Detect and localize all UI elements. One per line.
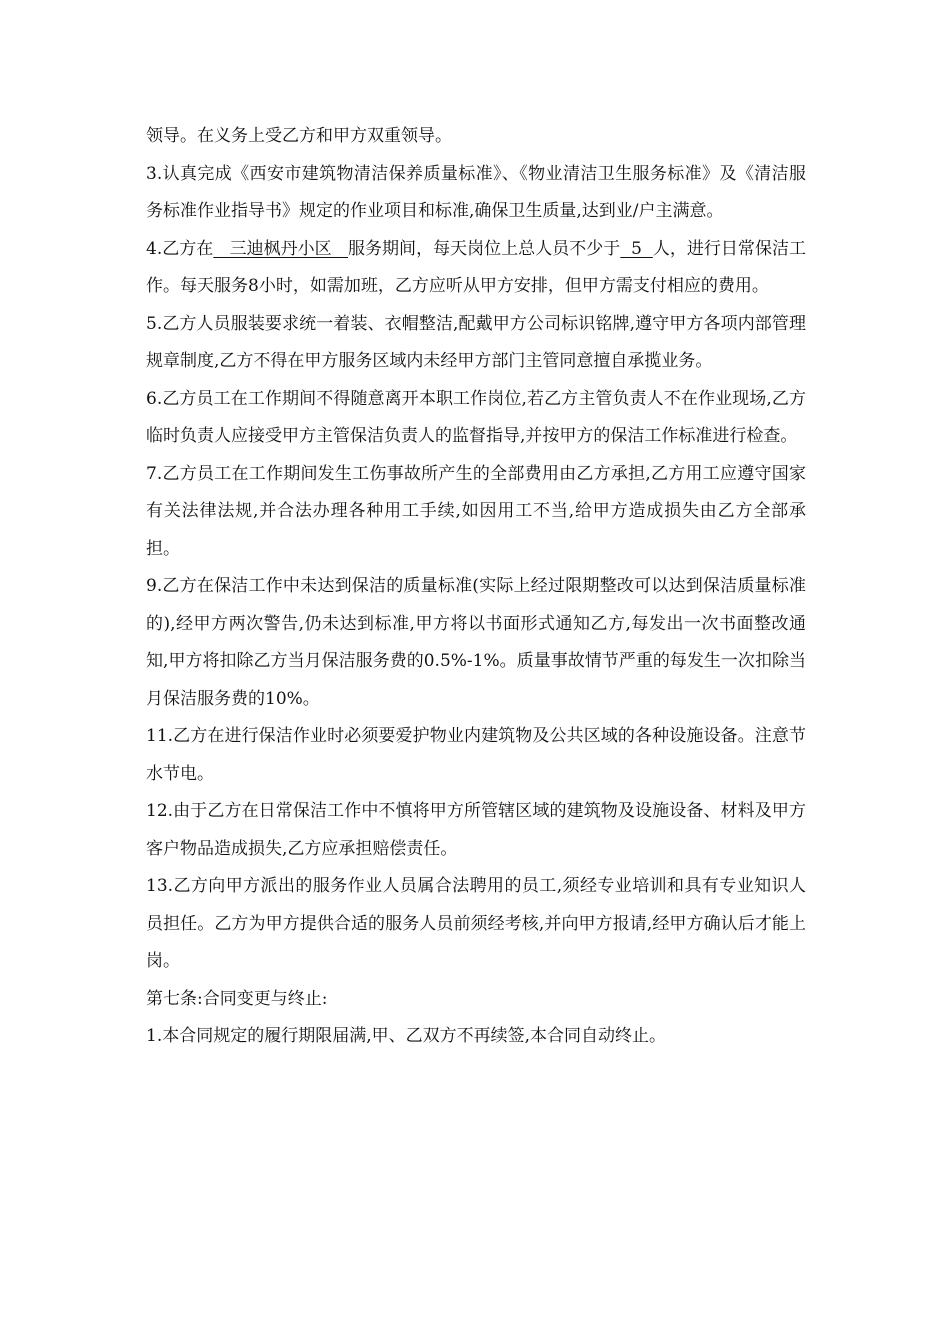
community-name-field: 三迪枫丹小区 xyxy=(213,238,348,259)
paragraph-leadership: 领导。在义务上受乙方和甲方双重领导。 xyxy=(146,126,452,146)
item-4-prefix: 4.乙方在 xyxy=(146,238,214,259)
article-7-heading: 第七条:合同变更与终止: xyxy=(146,988,328,1009)
document-page xyxy=(146,118,806,1056)
item-4-suffix: 人，进行日常保洁工作。每天服务8小时，如需加班，乙方应听从甲方安排，但甲方需支付相应的费用。 xyxy=(146,238,806,296)
paragraph-item-13: 13.乙方向甲方派出的服务作业人员属合法聘用的员工,须经专业培训和具有专业知识人员担任。乙方为甲方提供合适的服务人员前须经考核,并向甲方报请,经甲方确认后才能上岗。 xyxy=(146,876,806,971)
staff-count-field: 5 xyxy=(620,238,653,259)
paragraph-item-9: 9.乙方在保洁工作中未达到保洁的质量标准(实际上经过限期整改可以达到保洁质量标准的),经甲方两次警告,仍未达到标准,甲方将以书面形式通知乙方,每发出一次书面整改通知,甲方将扣除乙方当月保洁服务费的0.5%-1%。质量事故情节严重的每发生一次扣除当月保洁服务费的10%。 xyxy=(146,576,806,709)
paragraph-item-6: 6.乙方员工在工作期间不得随意离开本职工作岗位,若乙方主管负责人不在作业现场,乙方临时负责人应接受甲方主管保洁负责人的监督指导,并按甲方的保洁工作标准进行检查。 xyxy=(146,388,806,446)
paragraph-item-7: 7.乙方员工在工作期间发生工伤事故所产生的全部费用由乙方承担,乙方用工应遵守国家有关法律法规,并合法办理各种用工手续,如因用工不当,给甲方造成损失由乙方全部承担。 xyxy=(146,463,806,559)
paragraph-article-7-item-1: 1.本合同规定的履行期限届满,甲、乙双方不再续签,本合同自动终止。 xyxy=(146,1026,667,1046)
paragraph-item-5: 5.乙方人员服装要求统一着装、衣帽整洁,配戴甲方公司标识铭牌,遵守甲方各项内部管理规章制度,乙方不得在甲方服务区域内未经甲方部门主管同意擅自承揽业务。 xyxy=(146,313,806,371)
item-4-middle: 服务期间，每天岗位上总人员不少于 xyxy=(347,238,621,259)
paragraph-item-12: 12.由于乙方在日常保洁工作中不慎将甲方所管辖区域的建筑物及设施设备、材料及甲方客户物品造成损失,乙方应承担赔偿责任。 xyxy=(146,801,806,859)
paragraph-item-11: 11.乙方在进行保洁作业时必须要爱护物业内建筑物及公共区域的各种设施设备。注意节水节电。 xyxy=(146,726,806,784)
paragraph-item-3: 3.认真完成《西安市建筑物清洁保养质量标准》、《物业清洁卫生服务标准》及《清洁服务标准作业指导书》规定的作业项目和标准,确保卫生质量,达到业/户主满意。 xyxy=(146,163,806,221)
paragraph-item-4 xyxy=(146,231,806,306)
